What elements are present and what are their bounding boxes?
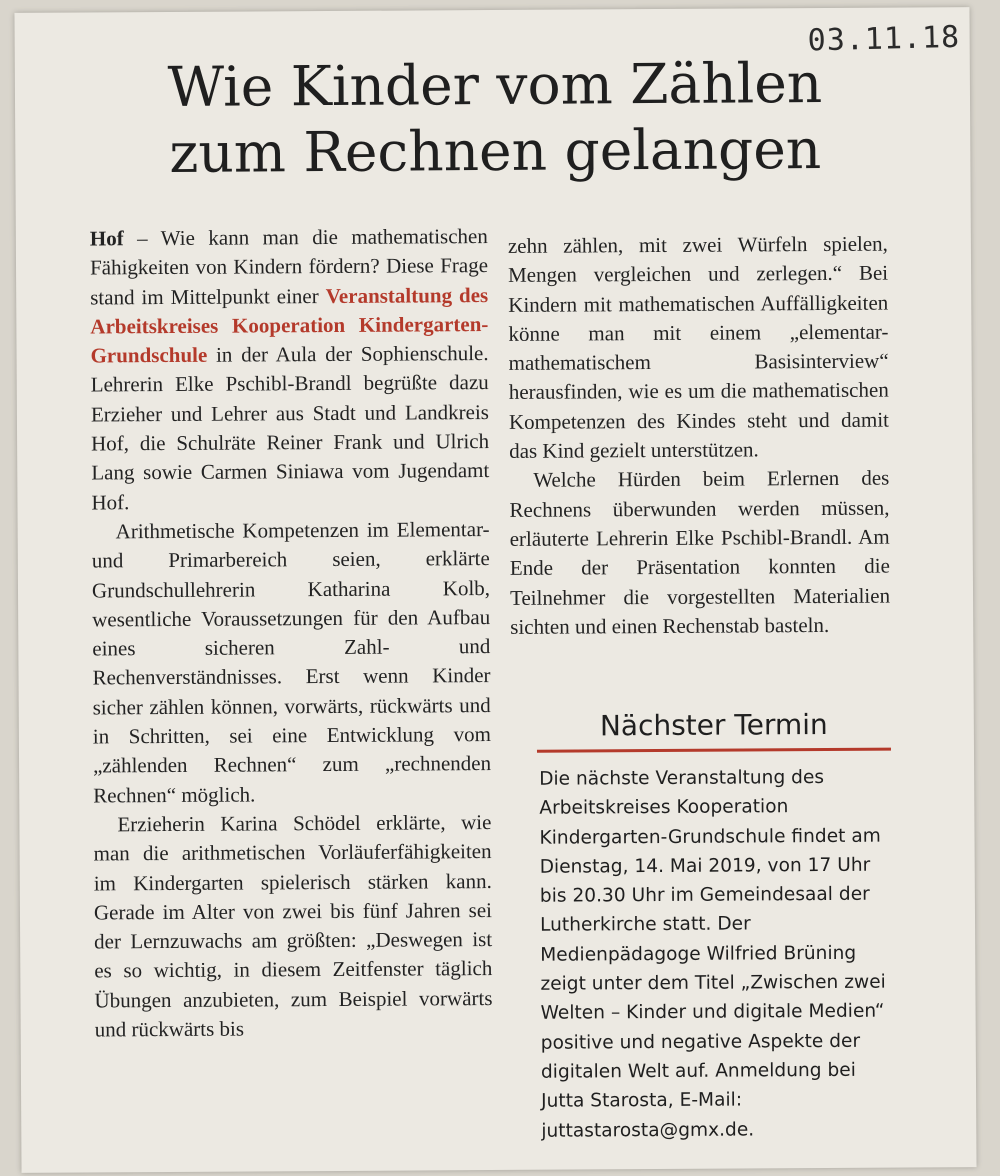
handwritten-date: 03.11.18 — [806, 19, 961, 59]
article-paragraph-1 — [90, 222, 490, 517]
article-p1-text: – Wie kann man die mathematischen Fähigkeiten von Kindern fördern? Diese Frage stand im Mittelpunkt einer — [89, 224, 489, 310]
headline — [75, 49, 916, 186]
article-paragraph-3: Erzieherin Karina Schödel erklärte, wie man die arithmetischen Vorläuferfähigkeiten im Kindergarten spielerisch stärken kann. Gerade im Alter von zwei bis fünf Jahren sei der Lernzuwachs am größten: „Deswegen ist es so wichtig, in diesem Zeitfenster täglich Übungen anzubieten, zum Beispiel vorwärts und rückwärts bis — [93, 809, 493, 1042]
article-column-right — [508, 230, 890, 642]
headline-line-1: Wie Kinder vom Zählen — [167, 50, 823, 119]
next-date-divider — [537, 748, 891, 753]
next-date-title: Nächster Termin — [599, 707, 828, 743]
newspaper-clipping — [14, 7, 976, 1173]
article-paragraph-2: Arithmetische Kompetenzen im Elementar-und Primarbereich seien, erklärte Grundschullehrerin Katharina Kolb, wesentliche Voraussetzungen für den Aufbau eines sicheren Zahl- und Rechenverständnisses. Erst wenn Kinder sicher zählen können, vorwärts, rückwärts und in Schritten, sei eine Entwicklung vom „zählenden Rechnen“ zum „rechnenden Rechnen“ möglich. — [91, 517, 492, 808]
headline-line-2: zum Rechnen gelangen — [169, 117, 822, 185]
next-date-body: Die nächste Veranstaltung des Arbeitskreises Kooperation Kindergarten-Grundschule findet am Dienstag, 14. Mai 2019, von 17 Uhr bis 20.30 Uhr im Gemeindesaal der Lutherkirche statt. Der Medienpädagoge Wilfried Brüning zeigt unter dem Titel „Zwischen zwei Welten – Kinder und digitale Medien“ positive und negative Aspekte der digitalen Welt auf. Anmeldung bei Jutta Starosta, E-Mail: juttastarosta@gmx.de. — [539, 766, 886, 1142]
event-highlight: Veranstaltung des Arbeitskreises Kooperation Kindergarten-Grundschule — [90, 282, 489, 368]
article-paragraph-5: Welche Hürden beim Erlernen des Rechnens überwunden werden müssen, erläuterte Lehrerin Elke Pschibl-Brandl. Am Ende der Präsentation konnten die Teilnehmer die vorgestellten Materialien sichten und einen Rechenstab basteln. — [509, 465, 891, 639]
article-column-left — [90, 222, 493, 1045]
article-paragraph-4: zehn zählen, mit zwei Würfeln spielen, Mengen vergleichen und zerlegen.“ Bei Kindern mit mathematischen Auffälligkeiten könne man mit einem „elementar-mathematischem Basisinterview“ herausfinden, wie es um die mathematischen Kompetenzen des Kindes steht und damit das Kind gezielt unterstützen. — [507, 231, 890, 463]
article-p1-rest: in der Aula der Sophienschule. Lehrerin Elke Pschibl-Brandl begrüßte dazu Erzieher und Lehrer aus Stadt und Landkreis Hof, die Schulräte Reiner Frank und Ulrich Lang sowie Carmen Siniawa vom Jugendamt Hof. — [90, 341, 490, 515]
article-location: Hof — [89, 226, 124, 251]
